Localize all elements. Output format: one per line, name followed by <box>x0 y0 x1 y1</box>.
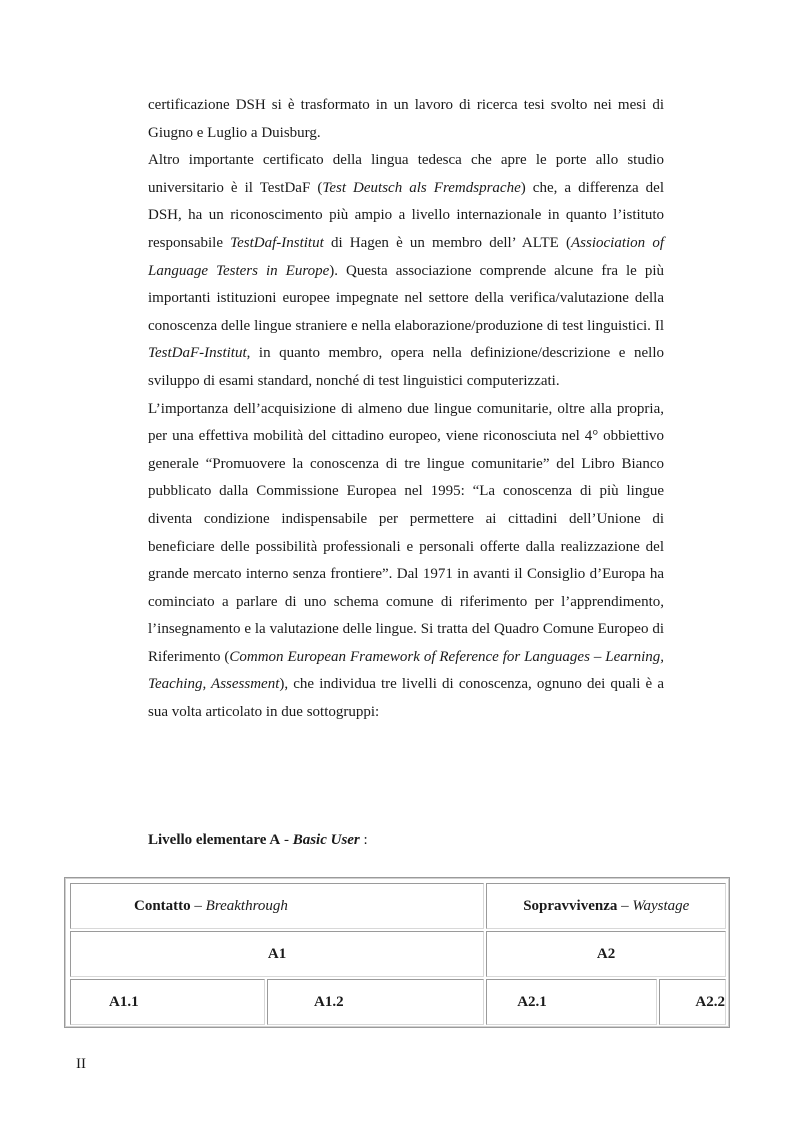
p2-text-g: ). Questa associazione comprende alcune fra le più importanti istituzioni europee impegnate nel settore della verifica/valutazione della conoscenza delle lingue straniere e nella elaborazione/produzione di test linguistici. Il <box>148 262 664 334</box>
p3-text-a: L’importanza dell’acquisizione di almeno due lingue comunitarie, oltre alla propria, per una effettiva mobilità del cittadino europeo, viene riconosciuta nel 4° obbiettivo generale “Promuovere la conoscenza di tre lingue comunitarie” del Libro Bianco pubblicato dalla Commissione Europea nel 1995: “La conoscenza di più lingue diventa condizione indispensabile per permettere ai cittadini dell’Unione di beneficiare delle possibilità professionali e personali offerte dalla realizzazione del grande mercato interno senza frontiere”. Dal 1971 in avanti il Consiglio d’Europa ha cominciato a parlare di uno schema comune di riferimento per l’apprendimento, l’insegnamento e la valutazione delle lingue. Si tratta del Quadro Comune Europeo di Riferimento ( <box>148 400 664 665</box>
p2-text-e: di Hagen è un membro dell’ ALTE ( <box>323 234 571 251</box>
p2-italic-institut-2: TestDaF-Institut <box>148 345 247 362</box>
p3-italic-framework-name: Common European Framework of Reference for Languages – Learning, Teaching, Assessment <box>148 648 664 693</box>
breakthrough-label: Breakthrough <box>205 897 288 914</box>
level-heading <box>148 829 368 851</box>
sopravvivenza-dash: – <box>617 897 633 914</box>
table-cell-sopravvivenza <box>486 883 726 929</box>
table-cell-contatto <box>70 883 484 929</box>
level-heading-english: Basic User <box>292 832 360 848</box>
contatto-dash: – <box>190 897 206 914</box>
paragraph-1: certificazione DSH si è trasformato in un lavoro di ricerca tesi svolto nei mesi di Giugno e Luglio a Duisburg. <box>148 97 664 141</box>
table-cell-a2-1: A2.1 <box>486 979 657 1025</box>
p2-italic-institut: TestDaf-Institut <box>230 234 324 251</box>
contatto-label: Contatto <box>134 897 191 914</box>
level-heading-separator: - <box>280 832 293 848</box>
page-number: II <box>76 1056 86 1072</box>
level-heading-colon: : <box>359 832 368 848</box>
level-table-frame <box>64 877 730 1028</box>
p2-text-a: Altro importante certificato della lingua tedesca che apre le porte allo studio universitario è il TestDaF ( <box>148 152 664 196</box>
table-row-header <box>70 883 726 929</box>
p2-italic-alte-name: Assiociation of Language Testers in Europe <box>148 234 664 279</box>
table-row-sublevels <box>70 979 726 1025</box>
level-heading-label: Livello elementare A <box>148 832 281 848</box>
waystage-label: Waystage <box>632 897 690 914</box>
table-row-levels <box>70 931 726 977</box>
p2-text-c: ) che, a differenza del DSH, ha un riconoscimento più ampio a livello internazionale in quanto l’istituto responsabile <box>148 179 665 251</box>
level-table <box>68 881 728 1027</box>
paragraph-2 <box>148 147 664 395</box>
p2-italic-testdaf-name: Test Deutsch als Fremdsprache <box>322 179 521 196</box>
table-cell-a1: A1 <box>70 931 484 977</box>
p2-text-i: , in quanto membro, opera nella definizione/descrizione e nello sviluppo di esami standard, nonché di test linguistici computerizzati. <box>148 345 664 389</box>
table-cell-a2-2: A2.2 <box>659 979 726 1025</box>
table-cell-a2: A2 <box>486 931 726 977</box>
sopravvivenza-label: Sopravvivenza <box>523 897 618 914</box>
body-text <box>148 92 664 727</box>
paragraph-3 <box>148 396 664 727</box>
table-cell-a1-1: A1.1 <box>70 979 265 1025</box>
table-cell-a1-2: A1.2 <box>267 979 484 1025</box>
p3-text-c: ), che individua tre livelli di conoscenza, ognuno dei quali è a sua volta articolato in due sottogruppi: <box>148 676 664 721</box>
